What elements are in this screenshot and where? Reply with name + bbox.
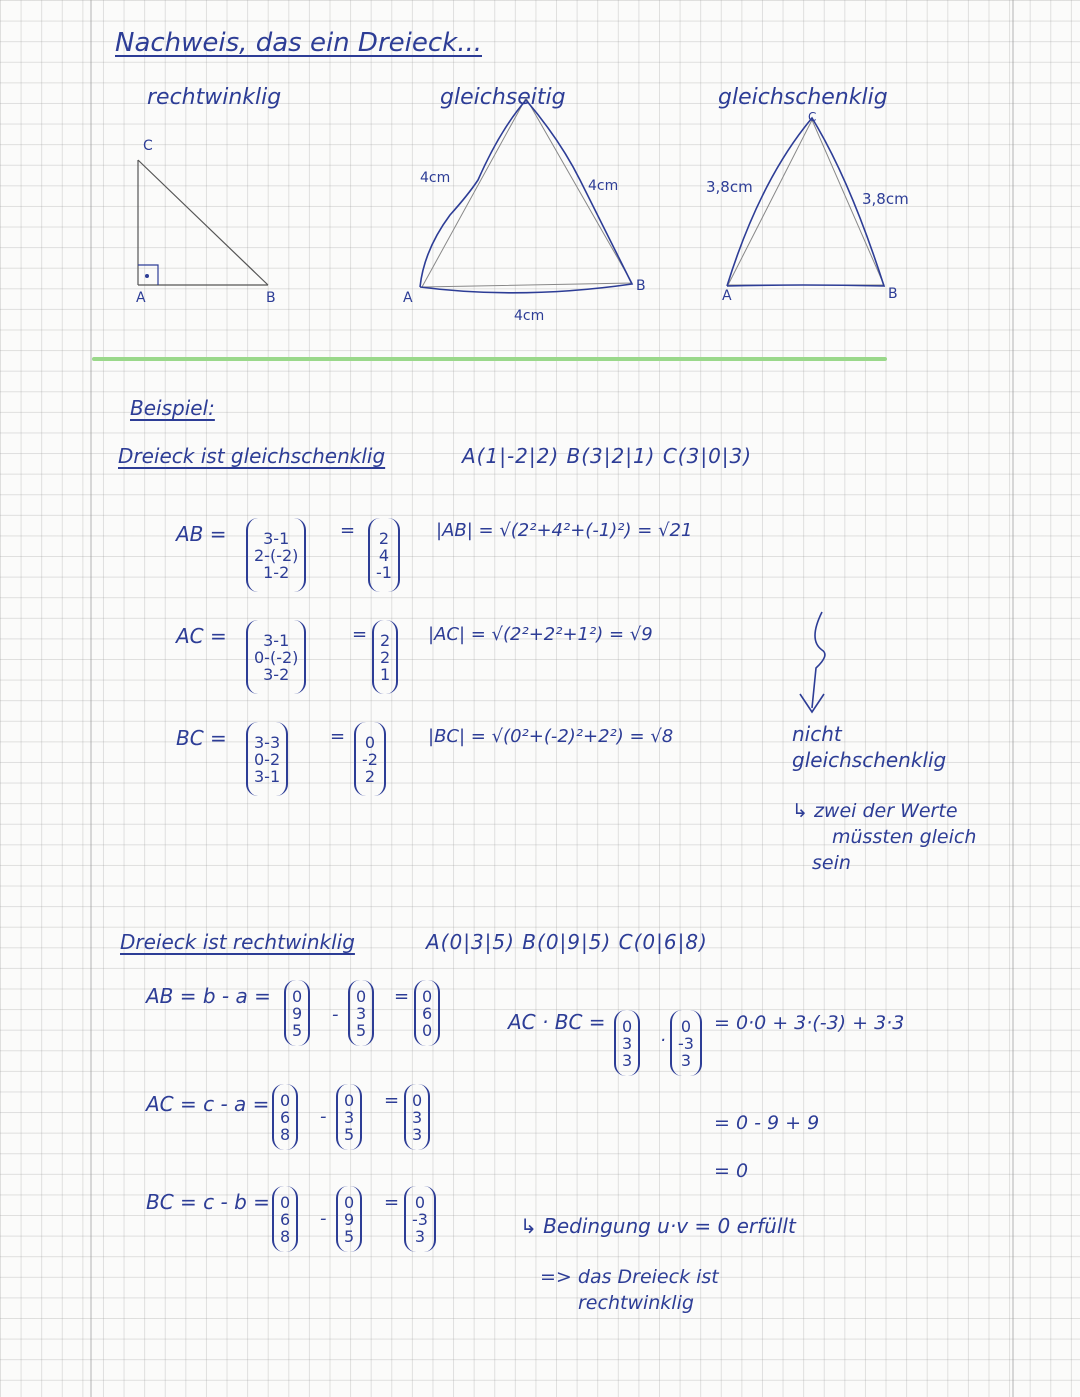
r-ab-v2-z: 5 (356, 1020, 367, 1040)
right-vertex-a: A (136, 290, 146, 306)
iso-points: A(1|-2|2) B(3|2|1) C(3|0|3) (462, 444, 753, 468)
ac-v1-z: 3-2 (263, 664, 290, 684)
dot-result-3: = 0 (714, 1160, 749, 1182)
page-title: Nachweis, das ein Dreieck... (115, 28, 482, 58)
r-ac-minus: - (320, 1106, 327, 1127)
section-divider (92, 357, 887, 361)
r-bc-v2-z: 5 (344, 1226, 355, 1246)
r-ac-v1 (272, 1084, 298, 1150)
r-ab-v1-x: 0 (292, 986, 303, 1006)
ac-v1-x: 3-1 (263, 630, 290, 650)
r-ab-v3-y: 6 (422, 1003, 433, 1023)
r-bc-v3-x: 0 (414, 1192, 426, 1212)
r-ac-eq: = (384, 1090, 400, 1111)
bc-label: BC = (176, 726, 227, 750)
equilateral-triangle (420, 98, 632, 293)
r-bc-v3 (404, 1186, 436, 1252)
r-bc-v1-y: 6 (280, 1209, 291, 1229)
r-bc-v1-x: 0 (280, 1192, 291, 1212)
ac-vector-diff (246, 620, 306, 694)
ab-v1-y: 2-(-2) (254, 545, 299, 565)
dot-times: · (660, 1030, 666, 1051)
note-line-1: nicht (792, 722, 842, 746)
r-bc-label: BC = c - b = (146, 1190, 270, 1214)
bc-v1-z: 3-1 (254, 766, 281, 786)
iso-side-left: 3,8cm (706, 178, 753, 196)
bc-v1-y: 0-2 (254, 749, 281, 769)
equi-side-bottom: 4cm (514, 308, 545, 324)
r-ab-v1-z: 5 (292, 1020, 303, 1040)
bc-vector-result (354, 722, 386, 796)
dot-v1-y: 3 (622, 1033, 633, 1053)
equi-vertex-b: B (636, 278, 646, 294)
equi-side-left: 4cm (420, 170, 451, 186)
right-claim: Dreieck ist rechtwinklig (120, 930, 355, 954)
iso-vertex-b: B (888, 286, 898, 302)
condition-text: ↳ Bedingung u·v = 0 erfüllt (520, 1214, 796, 1238)
r-ac-v3-x: 0 (412, 1090, 423, 1110)
r-ac-v2-x: 0 (344, 1090, 355, 1110)
note-line-5: sein (812, 852, 851, 874)
label-isosceles: gleichschenklig (718, 85, 888, 110)
dot-result-2: = 0 - 9 + 9 (714, 1112, 820, 1134)
note-line-4: müssten gleich (832, 826, 977, 848)
ac-eq: = (352, 624, 368, 645)
r-ac-v2-y: 3 (344, 1107, 355, 1127)
bc-norm: |BC| = √(0²+(-2)²+2²) = √8 (428, 726, 674, 747)
dot-v2 (670, 1010, 702, 1076)
r-ab-v3-z: 0 (422, 1020, 433, 1040)
right-points: A(0|3|5) B(0|9|5) C(0|6|8) (426, 930, 708, 954)
dot-label: AC · BC = (508, 1010, 606, 1034)
ab-label: AB = (176, 522, 227, 546)
ab-v2-x: 2 (378, 528, 390, 548)
isosceles-triangle (727, 118, 884, 286)
dot-v1 (614, 1010, 640, 1076)
bc-v2-x: 0 (364, 732, 376, 752)
bc-v1-x: 3-3 (254, 732, 281, 752)
label-equilateral: gleichseitig (440, 85, 566, 110)
ac-norm: |AC| = √(2²+2²+1²) = √9 (428, 624, 653, 645)
r-ab-v3 (414, 980, 440, 1046)
dot-v1-z: 3 (622, 1050, 633, 1070)
iso-vertex-c: C (808, 110, 817, 124)
r-ac-v3 (404, 1084, 430, 1150)
right-vertex-b: B (266, 290, 276, 306)
ac-v1-y: 0-(-2) (254, 647, 299, 667)
ac-v2-y: 2 (380, 647, 391, 667)
bc-eq: = (330, 726, 346, 747)
ac-v2-x: 2 (380, 630, 391, 650)
label-right: rechtwinklig (147, 85, 282, 110)
right-triangle (138, 160, 268, 285)
ab-v2-y: 4 (378, 545, 390, 565)
note-line-3: ↳ zwei der Werte (792, 800, 958, 822)
iso-side-right: 3,8cm (862, 190, 909, 208)
ab-eq: = (340, 520, 356, 541)
conclusion-1: => das Dreieck ist (540, 1266, 719, 1288)
r-ab-v1 (284, 980, 310, 1046)
note-line-2: gleichschenklig (792, 748, 947, 772)
ab-v2-z: -1 (376, 562, 392, 582)
dot-v2-y: -3 (678, 1033, 694, 1053)
bc-vector-diff (246, 722, 288, 796)
iso-claim: Dreieck ist gleichschenklig (118, 444, 386, 468)
r-ab-v2-x: 0 (356, 986, 367, 1006)
r-ab-v1-y: 9 (292, 1003, 303, 1023)
r-ab-eq: = (394, 986, 410, 1007)
r-bc-v2 (336, 1186, 362, 1252)
r-ab-v3-x: 0 (422, 986, 433, 1006)
ac-vector-result (372, 620, 398, 694)
triangle-figures (0, 0, 1080, 360)
r-ab-label: AB = b - a = (146, 984, 271, 1008)
r-bc-v2-x: 0 (344, 1192, 355, 1212)
r-ac-v1-y: 6 (280, 1107, 291, 1127)
r-ac-v1-x: 0 (280, 1090, 291, 1110)
r-bc-v3-y: -3 (412, 1209, 428, 1229)
r-ab-v2 (348, 980, 374, 1046)
example-heading: Beispiel: (130, 396, 215, 420)
dot-result-1: = 0·0 + 3·(-3) + 3·3 (714, 1012, 905, 1034)
equi-side-right: 4cm (588, 178, 619, 194)
r-ab-v2-y: 3 (356, 1003, 367, 1023)
bc-v2-z: 2 (364, 766, 376, 786)
ac-label: AC = (176, 624, 227, 648)
conclusion-2: rechtwinklig (578, 1292, 694, 1314)
ab-vector-result (368, 518, 400, 592)
ab-v1-z: 1-2 (263, 562, 290, 582)
ab-vector-diff (246, 518, 306, 592)
bc-v2-y: -2 (362, 749, 378, 769)
ab-v1-x: 3-1 (263, 528, 290, 548)
ab-norm: |AB| = √(2²+4²+(-1)²) = √21 (436, 520, 693, 541)
r-bc-minus: - (320, 1208, 327, 1229)
r-bc-v1-z: 8 (280, 1226, 291, 1246)
r-ac-v1-z: 8 (280, 1124, 291, 1144)
r-ab-minus: - (332, 1004, 339, 1025)
dot-v2-z: 3 (680, 1050, 692, 1070)
r-ac-v2-z: 5 (344, 1124, 355, 1144)
dot-v1-x: 0 (622, 1016, 633, 1036)
r-ac-v3-y: 3 (412, 1107, 423, 1127)
r-bc-eq: = (384, 1192, 400, 1213)
r-bc-v2-y: 9 (344, 1209, 355, 1229)
r-bc-v1 (272, 1186, 298, 1252)
r-bc-v3-z: 3 (414, 1226, 426, 1246)
r-ac-label: AC = c - a = (146, 1092, 270, 1116)
r-ac-v3-z: 3 (412, 1124, 423, 1144)
r-ac-v2 (336, 1084, 362, 1150)
iso-vertex-a: A (722, 288, 732, 304)
right-vertex-c: C (143, 138, 153, 154)
ac-v2-z: 1 (380, 664, 391, 684)
dot-v2-x: 0 (680, 1016, 692, 1036)
equi-vertex-a: A (403, 290, 413, 306)
